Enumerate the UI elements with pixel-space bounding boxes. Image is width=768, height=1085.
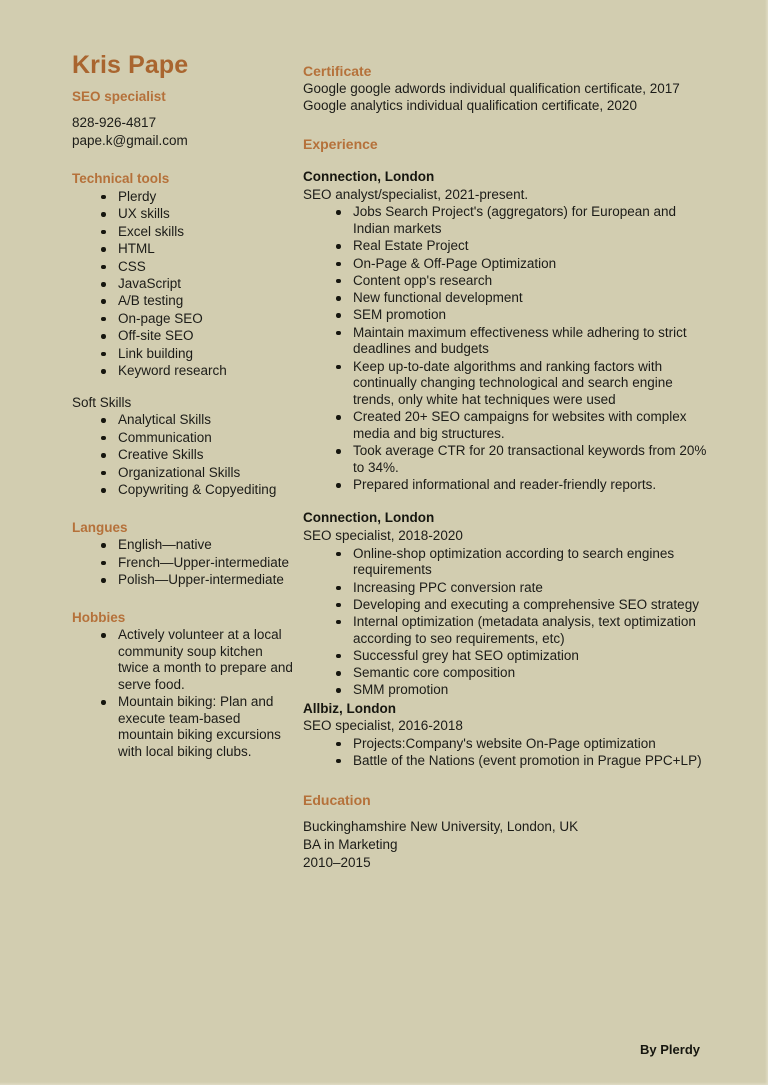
list-item: SEM promotion — [333, 307, 711, 324]
list-item: Online-shop optimization according to search engines requirements — [333, 546, 711, 579]
spacer — [303, 809, 711, 818]
list-item: Took average CTR for 20 transactional keywords from 20% to 34%. — [333, 443, 711, 476]
technical-tools-list — [72, 189, 294, 380]
list-item: Content opp's research — [333, 273, 711, 290]
list-item: Polish—Upper-intermediate — [98, 572, 294, 588]
certificate-line: Google google adwords individual qualification certificate, 2017 — [303, 81, 680, 97]
list-item: Developing and executing a comprehensive SEO strategy — [333, 597, 711, 614]
technical-tools-section — [72, 170, 294, 380]
list-item: Mountain biking: Plan and execute team-based mountain biking excursions with local biking clubs. — [98, 694, 294, 760]
education-line: Buckinghamshire New University, London, UK — [303, 819, 579, 835]
hobbies-list — [72, 627, 294, 760]
certificate-heading: Certificate — [303, 63, 372, 79]
list-item: Successful grey hat SEO optimization — [333, 648, 711, 665]
left-column — [72, 52, 294, 761]
education-line: 2010–2015 — [303, 854, 371, 870]
list-item: Battle of the Nations (event promotion in Prague PPC+LP) — [333, 753, 711, 770]
list-item: JavaScript — [98, 276, 294, 292]
certificate-section — [303, 62, 711, 114]
candidate-title: SEO specialist — [72, 88, 166, 104]
job-role: SEO analyst/specialist, 2021-present. — [303, 186, 529, 202]
list-item: Created 20+ SEO campaigns for websites with complex media and big structures. — [333, 409, 711, 442]
experience-entry — [303, 168, 711, 494]
list-item: Keyword research — [98, 363, 294, 379]
experience-entry — [303, 700, 711, 770]
job-role: SEO specialist, 2018-2020 — [303, 528, 463, 543]
job-role: SEO specialist, 2016-2018 — [303, 718, 463, 734]
right-column — [303, 62, 711, 871]
job-bullets — [303, 736, 711, 770]
experience-entry — [303, 509, 711, 699]
footer-credit: By Plerdy — [640, 1042, 700, 1057]
experience-heading: Experience — [303, 136, 378, 153]
list-item: Analytical Skills — [98, 412, 294, 428]
list-item: CSS — [98, 259, 294, 275]
list-item: French—Upper-intermediate — [98, 555, 294, 571]
job-bullets — [303, 204, 711, 493]
soft-skills-section — [72, 394, 294, 499]
phone-number: 828-926-4817 — [72, 114, 157, 130]
langues-heading: Langues — [72, 519, 128, 535]
hobbies-section — [72, 609, 294, 760]
list-item: Projects:Company's website On-Page optimization — [333, 736, 711, 753]
langues-list — [72, 537, 294, 588]
spacer — [303, 114, 711, 135]
list-item: English—native — [98, 537, 294, 553]
technical-tools-heading: Technical tools — [72, 171, 170, 187]
list-item: Real Estate Project — [333, 238, 711, 255]
list-item: Maintain maximum effectiveness while adhering to strict deadlines and budgets — [333, 325, 711, 358]
list-item: SMM promotion — [333, 682, 711, 699]
list-item: Copywriting & Copyediting — [98, 482, 294, 498]
list-item: Organizational Skills — [98, 465, 294, 481]
list-item: Plerdy — [98, 189, 294, 205]
langues-section — [72, 519, 294, 589]
job-company: Connection, London — [303, 510, 435, 526]
list-item: Semantic core composition — [333, 665, 711, 682]
hobbies-heading: Hobbies — [72, 609, 126, 625]
candidate-name: Kris Pape — [72, 51, 189, 79]
job-company: Connection, London — [303, 169, 435, 185]
list-item: On-page SEO — [98, 311, 294, 327]
job-company: Allbiz, London — [303, 700, 396, 716]
list-item: Keep up-to-date algorithms and ranking factors with continually changing technological and search engine trends, only white hat techniques were used — [333, 359, 711, 409]
list-item: Jobs Search Project's (aggregators) for European and Indian markets — [333, 204, 711, 237]
spacer — [303, 494, 711, 509]
list-item: A/B testing — [98, 293, 294, 309]
email-address: pape.k@gmail.com — [72, 132, 188, 148]
experience-section — [303, 135, 711, 770]
soft-skills-list — [72, 412, 294, 498]
education-section — [303, 791, 711, 871]
list-item: Increasing PPC conversion rate — [333, 580, 711, 597]
job-bullets — [303, 546, 711, 700]
spacer — [303, 770, 711, 791]
list-item: Off-site SEO — [98, 328, 294, 344]
spacer — [303, 153, 711, 168]
list-item: New functional development — [333, 290, 711, 307]
list-item: UX skills — [98, 206, 294, 222]
list-item: Internal optimization (metadata analysis, text optimization according to seo requirements, etc) — [333, 614, 711, 647]
soft-skills-heading: Soft Skills — [72, 394, 132, 410]
education-heading: Education — [303, 792, 371, 809]
list-item: HTML — [98, 241, 294, 257]
list-item: Prepared informational and reader-friendly reports. — [333, 477, 711, 494]
certificate-line: Google analytics individual qualification certificate, 2020 — [303, 98, 637, 114]
list-item: On-Page & Off-Page Optimization — [333, 256, 711, 273]
list-item: Actively volunteer at a local community soup kitchen twice a month to prepare and serve food. — [98, 627, 294, 693]
education-line: BA in Marketing — [303, 836, 398, 852]
list-item: Link building — [98, 346, 294, 362]
list-item: Creative Skills — [98, 447, 294, 463]
list-item: Excel skills — [98, 224, 294, 240]
list-item: Communication — [98, 430, 294, 446]
